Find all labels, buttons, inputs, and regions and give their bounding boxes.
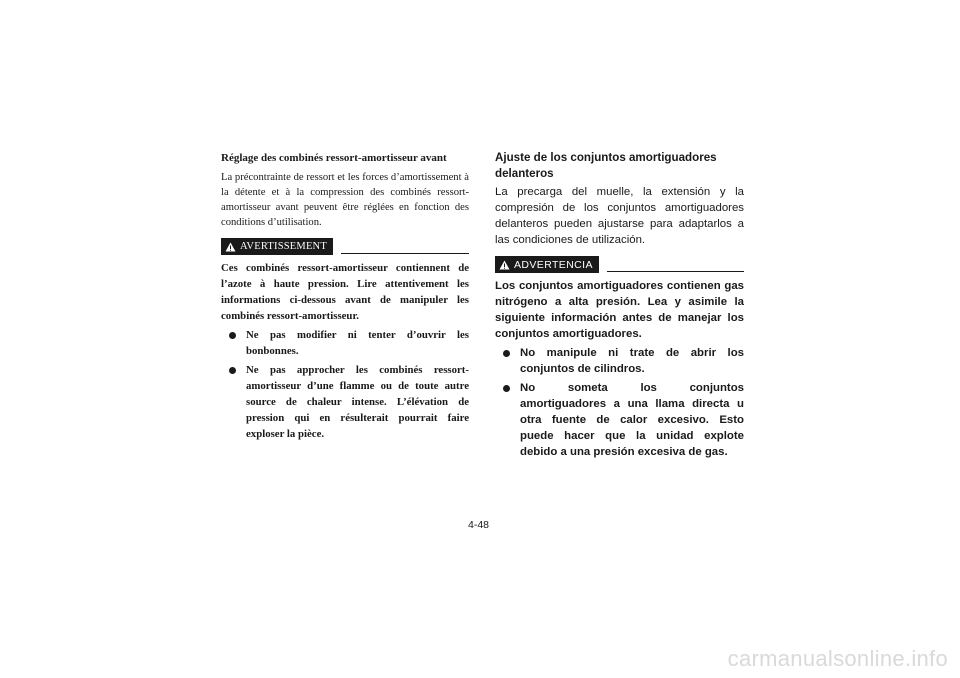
list-item [221, 327, 469, 359]
french-column [221, 150, 469, 445]
warning-banner-fr [221, 238, 469, 255]
warning-bullets-es [495, 345, 744, 460]
bullet-icon [229, 367, 236, 374]
bullet-icon [229, 332, 236, 339]
page-number: 4-48 [468, 519, 490, 531]
section-heading-fr: Réglage des combinés ressort-amortisseur avant [221, 152, 447, 164]
bullet-text: Ne pas modifier ni tenter d’ouvrir les bonbonnes. [246, 329, 469, 357]
warning-banner-es [495, 256, 744, 273]
warning-text-es: Los conjuntos amortiguadores contienen gas nitrógeno a alta presión. Lea y asimile la siguiente información antes de manejar los conjuntos amortiguadores. [495, 280, 744, 340]
bullet-text: Ne pas approcher les combinés ressort-amortisseur d’une flamme ou de toute autre source de chaleur intense. L’élévation de pression qui en résulterait pourrait faire exploser la pièce. [246, 364, 469, 440]
warning-label-fr: AVERTISSEMENT [240, 241, 327, 252]
warning-bullets-fr [221, 327, 469, 442]
intro-paragraph-es: La precarga del muelle, la extensión y la compresión de los conjuntos amortiguadores delanteros pueden ajustarse para adaptarlos a las condiciones de utilización. [495, 186, 744, 246]
watermark: carmanualsonline.info [727, 646, 948, 671]
bullet-text: No someta los conjuntos amortiguadores a una llama directa u otra fuente de calor excesivo. Esto puede hacer que la unidad explote debido a una presión excesiva de gas. [520, 382, 744, 458]
warning-rule-es [607, 271, 744, 272]
bullet-icon [503, 350, 510, 357]
warning-rule-fr [341, 253, 469, 254]
warning-triangle-icon [499, 260, 510, 270]
list-item [221, 362, 469, 442]
warning-triangle-icon [225, 242, 236, 252]
warning-label-box-es [495, 256, 599, 273]
warning-text-fr: Ces combinés ressort-amortisseur contiennent de l’azote à haute pression. Lire attentivement les informations ci-dessous avant de manipuler les combinés ressort-amortisseur. [221, 262, 469, 322]
intro-paragraph-fr: La précontrainte de ressort et les forces d’amortissement à la détente et à la compression des combinés ressort-amortisseur avant peuvent être réglées en fonction des conditions d’utilisation. [221, 172, 469, 228]
list-item [495, 345, 744, 377]
warning-label-box-fr [221, 238, 333, 255]
warning-label-es: ADVERTENCIA [514, 258, 593, 271]
spanish-column [495, 150, 744, 463]
section-heading-es: Ajuste de los conjuntos amortiguadores delanteros [495, 151, 717, 180]
bullet-text: No manipule ni trate de abrir los conjuntos de cilindros. [520, 347, 744, 375]
list-item [495, 380, 744, 460]
bullet-icon [503, 385, 510, 392]
